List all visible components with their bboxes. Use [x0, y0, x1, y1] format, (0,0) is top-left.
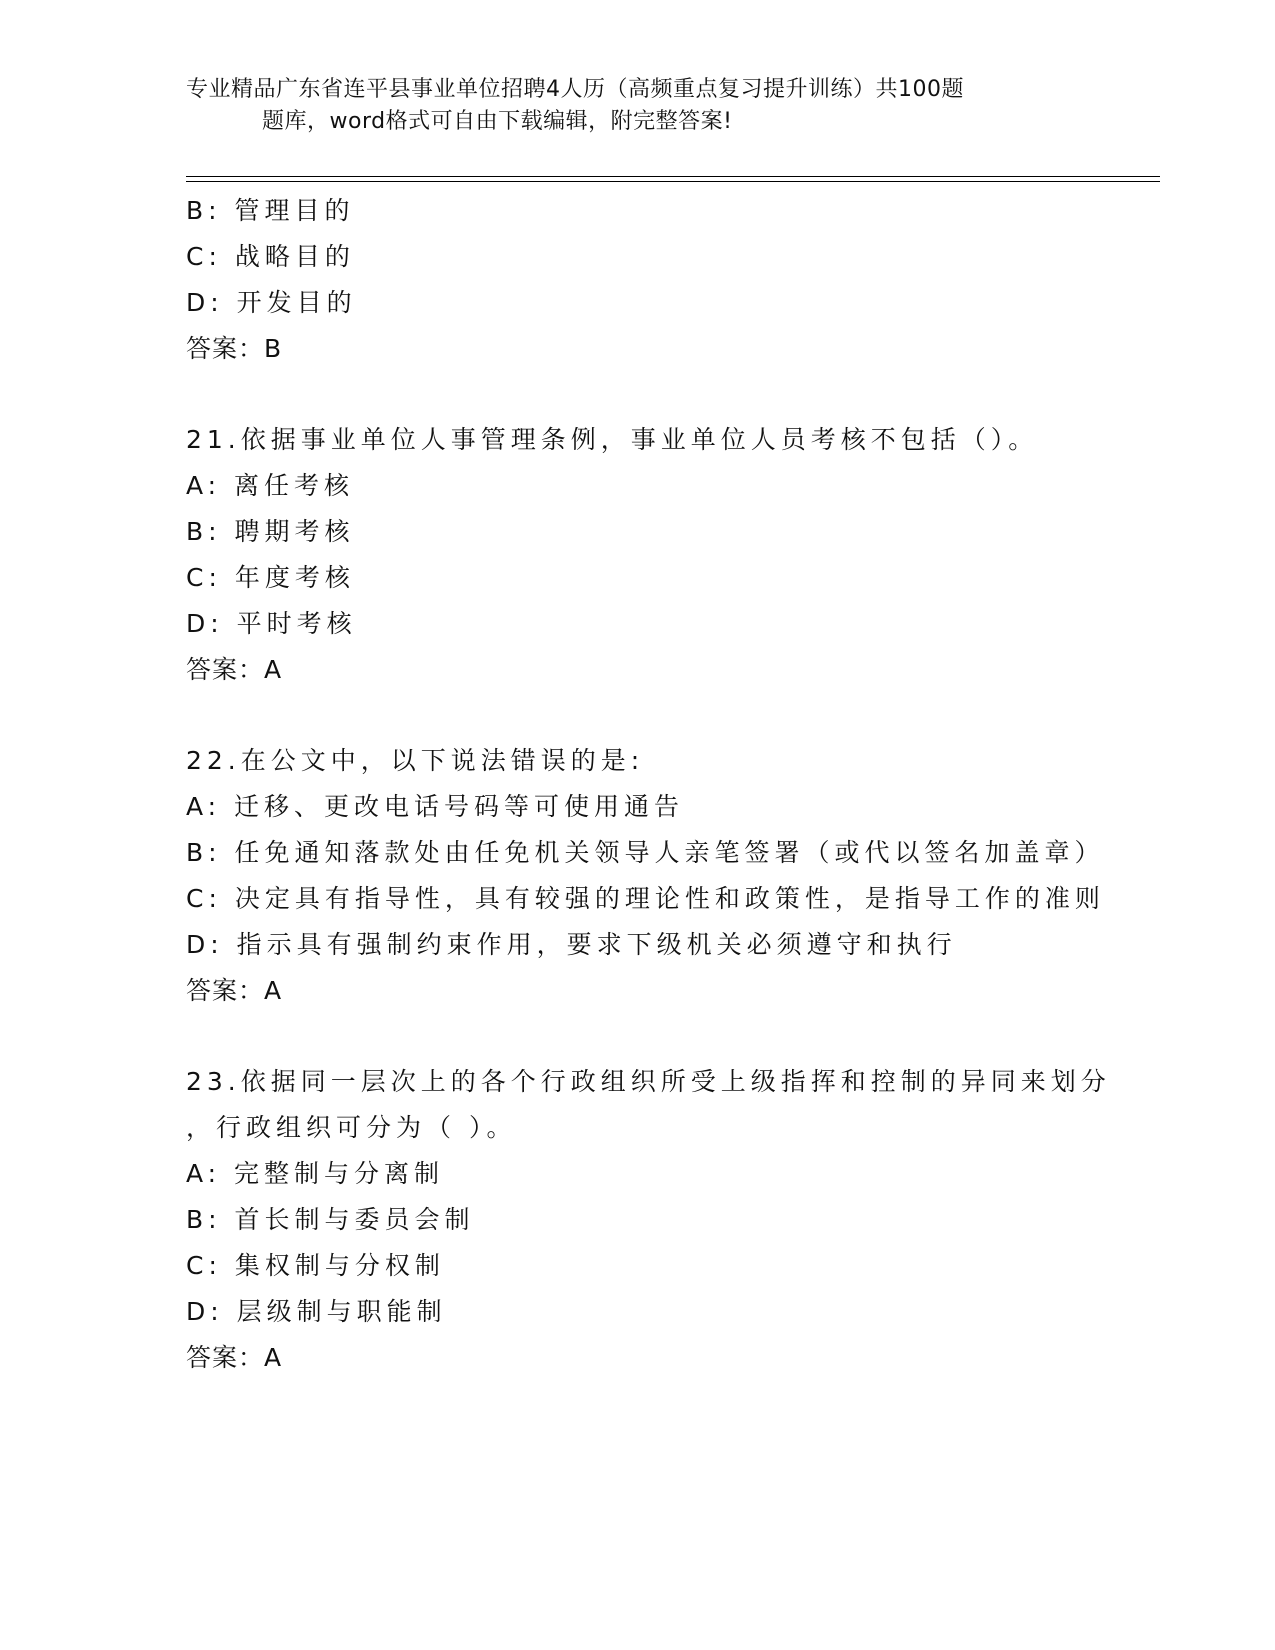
question-stem-line-1: 23.依据同一层次上的各个行政组织所受上级指挥和控制的异同来划分	[186, 1067, 1111, 1096]
spacer	[186, 372, 1086, 417]
option-a: A: 完整制与分离制	[186, 1159, 445, 1188]
option-c: C: 战略目的	[186, 242, 355, 271]
question-21	[186, 417, 1086, 693]
question-stem: 21.依据事业单位人事管理条例，事业单位人员考核不包括（）。	[186, 425, 1039, 454]
question-content	[186, 188, 1111, 1381]
option-b: B: 任免通知落款处由任免机关领导人亲笔签署（或代以签名加盖章）	[186, 838, 1105, 867]
option-c: C: 年度考核	[186, 563, 355, 592]
question-stem-line-2: ，行政组织可分为（ ）。	[186, 1113, 517, 1142]
answer-line: 答案：A	[186, 655, 283, 684]
answer-line: 答案：A	[186, 976, 283, 1005]
option-a: A: 迁移、更改电话号码等可使用通告	[186, 792, 685, 821]
option-b: B: 首长制与委员会制	[186, 1205, 475, 1234]
document-header	[186, 74, 1086, 138]
option-b: B: 聘期考核	[186, 517, 355, 546]
header-title-line-2: 题库，word格式可自由下载编辑，附完整答案!	[262, 109, 733, 134]
question-stem: 22.在公文中，以下说法错误的是:	[186, 746, 645, 775]
header-title-line-1: 专业精品广东省连平县事业单位招聘4人历（高频重点复习提升训练）共100题	[186, 77, 964, 102]
option-d: D: 平时考核	[186, 609, 357, 638]
question-22	[186, 738, 1105, 1014]
answer-line: 答案：A	[186, 1343, 283, 1372]
header-divider-top	[186, 176, 1160, 177]
spacer	[186, 1014, 1086, 1059]
option-c: C: 集权制与分权制	[186, 1251, 445, 1280]
header-divider-bottom	[186, 181, 1160, 182]
option-d: D: 开发目的	[186, 288, 357, 317]
question-23	[186, 1059, 1111, 1381]
previous-question-tail	[186, 188, 1086, 372]
answer-line: 答案：B	[186, 334, 283, 363]
option-b: B: 管理目的	[186, 196, 355, 225]
spacer	[186, 693, 1086, 738]
option-d: D: 指示具有强制约束作用，要求下级机关必须遵守和执行	[186, 930, 957, 959]
option-c: C: 决定具有指导性，具有较强的理论性和政策性，是指导工作的准则	[186, 884, 1105, 913]
option-d: D: 层级制与职能制	[186, 1297, 447, 1326]
option-a: A: 离任考核	[186, 471, 355, 500]
